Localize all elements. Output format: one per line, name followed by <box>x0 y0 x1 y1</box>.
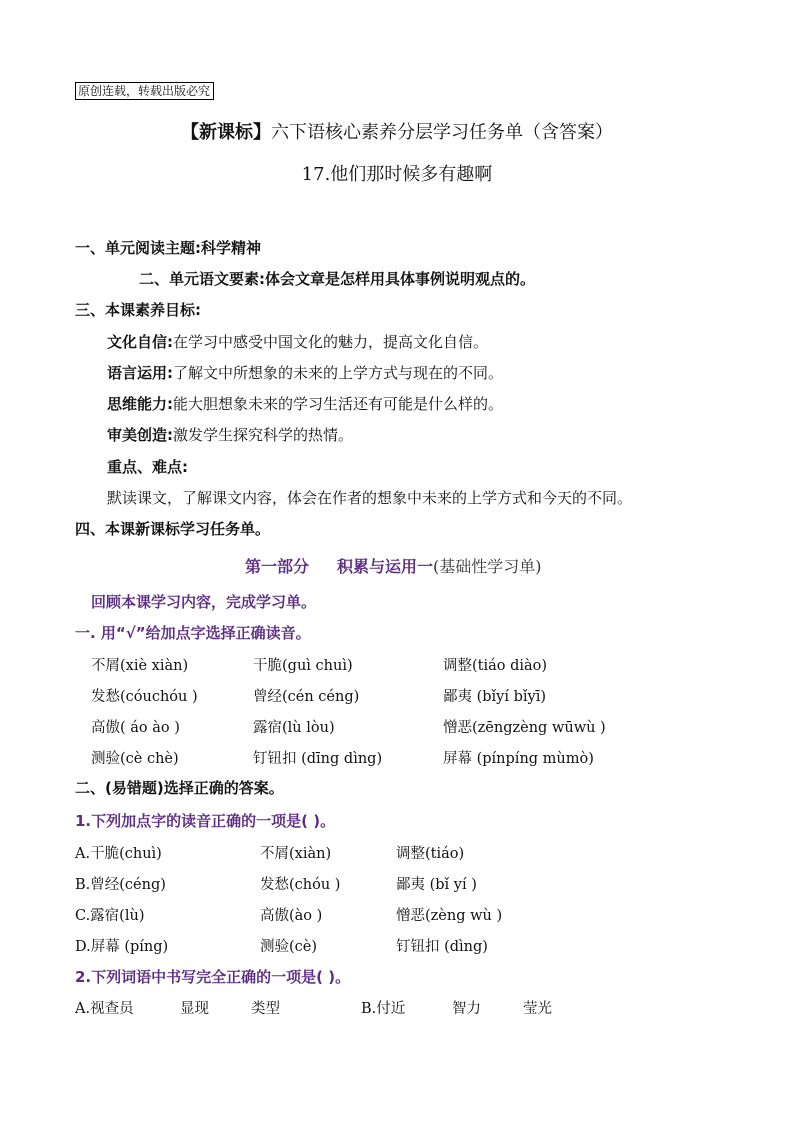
q2-1-option: 测验(cè) <box>260 939 318 955</box>
q2-1-option: 高傲(ào ) <box>260 908 323 924</box>
q1-item: 曾经(cén céng) <box>253 689 360 705</box>
q1-item: 钉钮扣 (dīng dìng) <box>253 751 383 767</box>
q1-item: 调整(tiáo diào) <box>443 658 548 674</box>
q2-1-option: B.曾经(céng) <box>75 877 166 893</box>
q2-1-option: 钉钮扣 (dìng) <box>396 939 488 955</box>
section-3-heading: 三、本课素养目标: <box>75 301 201 319</box>
goal-label: 审美创造: <box>107 426 173 444</box>
q2-1-option: 憎恶(zèng wù ) <box>396 908 503 924</box>
section-4-heading: 四、本课新课标学习任务单。 <box>75 520 271 538</box>
title-main: 六下语核心素养分层学习任务单（含答案） <box>271 122 613 143</box>
q2-1-option: 调整(tiáo) <box>396 846 465 862</box>
q2-1-option: A.干脆(chuì) <box>75 846 162 862</box>
q1-item: 鄙夷 (bǐyí bǐyī) <box>443 689 547 705</box>
section-1-heading: 一、单元阅读主题:科学精神 <box>75 239 261 257</box>
goal-culture <box>107 331 488 352</box>
q2-2-option: B.付近 <box>361 1001 406 1017</box>
goal-label: 思维能力: <box>107 395 173 413</box>
part-1-name: 积累与运用一 <box>337 557 434 576</box>
q1-item: 发愁(cóuchóu ) <box>91 689 198 705</box>
q1-item: 屏幕 (pínpíng mùmò) <box>443 751 594 767</box>
copyright-notice: 原创连载，转载出版必究 <box>75 82 214 100</box>
q1-item: 不屑(xiè xiàn) <box>91 658 189 674</box>
q1-item: 干脆(guì chuì) <box>253 658 353 674</box>
document-title <box>0 118 794 144</box>
goal-label: 文化自信: <box>107 333 173 351</box>
q2-1-option: D.屏幕 (píng) <box>75 939 169 955</box>
part-1-label: 第一部分 <box>245 557 310 576</box>
q1-item: 露宿(lù lòu) <box>253 720 335 736</box>
q2-2-option: 莹光 <box>523 1001 552 1017</box>
part-1-type: (基础性学习单) <box>433 557 542 576</box>
q2-2-option: 智力 <box>452 1001 481 1017</box>
part-1-title <box>245 554 542 577</box>
q2-2-option: 显现 <box>180 1001 209 1017</box>
q2-1-option: 不屑(xiàn) <box>260 846 332 862</box>
q1-item: 高傲( áo ào ) <box>91 720 180 736</box>
q1-item: 测验(cè chè) <box>91 751 179 767</box>
q2-2-option: 类型 <box>251 1001 280 1017</box>
goal-text: 激发学生探究科学的热情。 <box>173 426 354 444</box>
goal-text: 在学习中感受中国文化的魅力，提高文化自信。 <box>173 333 489 351</box>
section-2-heading: 二、单元语文要素:体会文章是怎样用具体事例说明观点的。 <box>139 270 536 288</box>
goal-label: 语言运用: <box>107 364 173 382</box>
title-tag: 【新课标】 <box>181 122 271 143</box>
q2-1-option: 发愁(chóu ) <box>260 877 341 893</box>
q1-item: 憎恶(zēngzèng wūwù ) <box>443 720 606 736</box>
question-1-title: 一. 用“√”给加点字选择正确读音。 <box>75 624 311 642</box>
goal-aesthetic <box>107 424 353 445</box>
q2-1-option: 鄙夷 (bǐ yí ) <box>396 877 477 893</box>
key-points-text: 默读课文，了解课文内容，体会在作者的想象中未来的上学方式和今天的不同。 <box>107 489 633 507</box>
q2-1-option: C.露宿(lù) <box>75 908 145 924</box>
lesson-title: 17.他们那时候多有趣啊 <box>301 164 493 185</box>
goal-text: 了解文中所想象的未来的上学方式与现在的不同。 <box>173 364 504 382</box>
question-2-title: 二、(易错题)选择正确的答案。 <box>75 779 284 797</box>
part-1-intro: 回顾本课学习内容，完成学习单。 <box>91 593 317 611</box>
question-2-2: 2.下列词语中书写完全正确的一项是( )。 <box>75 968 351 986</box>
question-2-1: 1.下列加点字的读音正确的一项是( )。 <box>75 812 336 830</box>
goal-text: 能大胆想象未来的学习生活还有可能是什么样的。 <box>173 395 504 413</box>
q2-2-option: A.视查员 <box>75 1001 134 1017</box>
goal-language <box>107 362 503 383</box>
goal-thinking <box>107 393 503 414</box>
key-points-label: 重点、难点: <box>107 458 188 476</box>
